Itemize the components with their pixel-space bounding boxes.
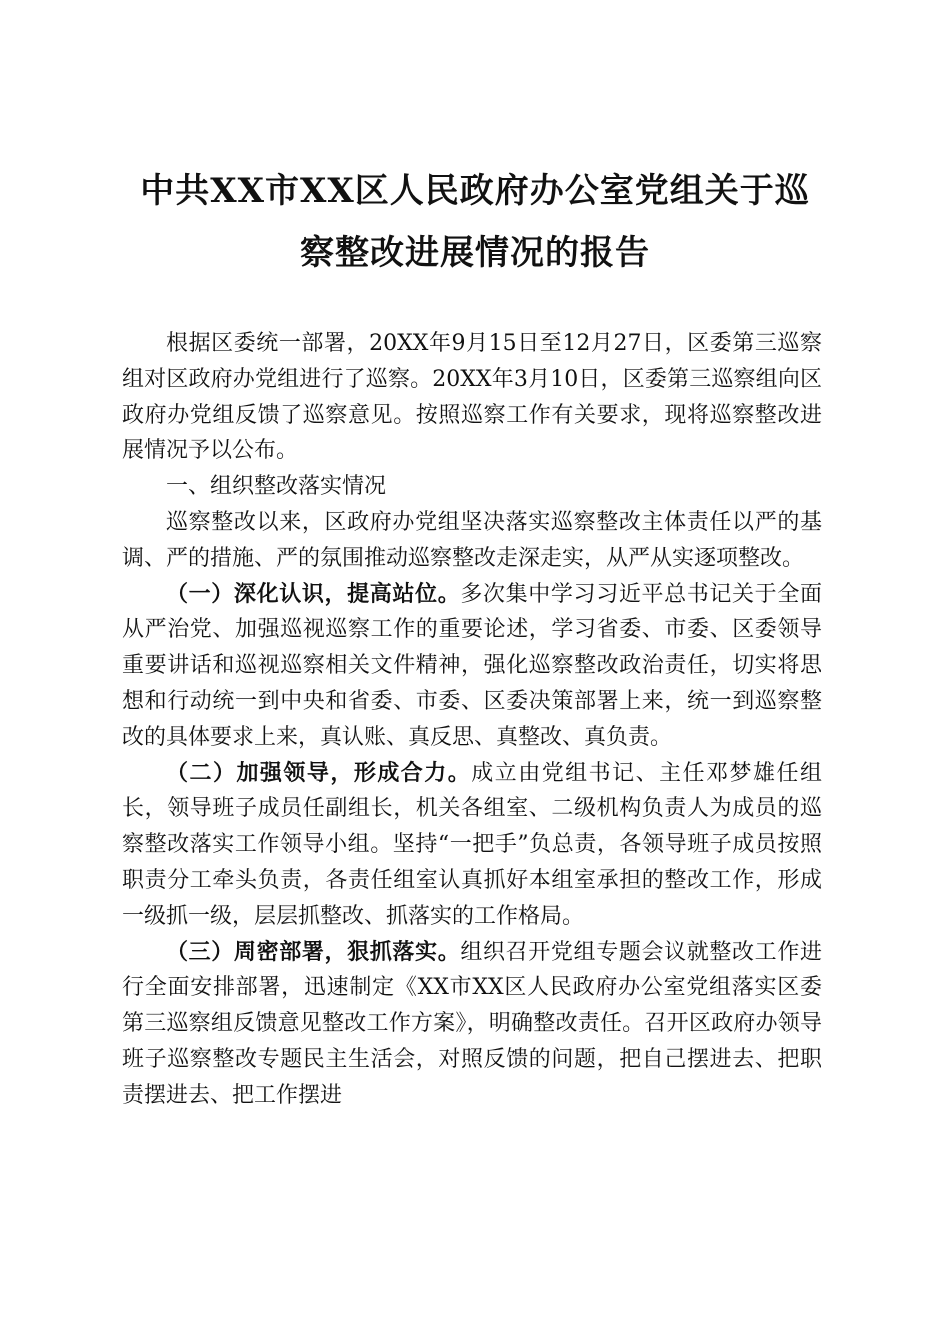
- item-1-paragraph: [122, 577, 822, 756]
- document-body: [122, 326, 822, 1114]
- item-1-lead: （一）深化认识，提高站位。: [166, 580, 461, 607]
- item-3-lead: （三）周密部署，狠抓落实。: [166, 938, 461, 965]
- item-3-paragraph: [122, 935, 822, 1114]
- item-2-paragraph: [122, 756, 822, 935]
- intro-paragraph: 根据区委统一部署，20XX年9月15日至12月27日，区委第三巡察组对区政府办党组进行了巡察。20XX年3月10日，区委第三巡察组向区政府办党组反馈了巡察意见。按照巡察工作有关要求，现将巡察整改进展情况予以公布。: [122, 331, 822, 464]
- document-title: [118, 160, 832, 284]
- title-line-2: 察整改进展情况的报告: [300, 233, 650, 273]
- item-2-lead: （二）加强领导，形成合力。: [166, 759, 472, 786]
- title-line-1: 中共XX市XX区人民政府办公室党组关于巡: [140, 171, 810, 211]
- section-paragraph: 巡察整改以来，区政府办党组坚决落实巡察整改主体责任以严的基调、严的措施、严的氛围推动巡察整改走深走实，从严从实逐项整改。: [122, 509, 822, 571]
- item-2-text: 成立由党组书记、主任邓梦雄任组长，领导班子成员任副组长，机关各组室、二级机构负责人为成员的巡察整改落实工作领导小组。坚持“一把手”负总责，各领导班子成员按照职责分工牵头负责，各责任组室认真抓好本组室承担的整改工作，形成一级抓一级，层层抓整改、抓落实的工作格局。: [122, 760, 822, 929]
- item-1-text: 多次集中学习习近平总书记关于全面从严治党、加强巡视巡察工作的重要论述，学习省委、市委、区委领导重要讲话和巡视巡察相关文件精神，强化巡察整改政治责任，切实将思想和行动统一到中央和省委、市委、区委决策部署上来，统一到巡察整改的具体要求上来，真认账、真反思、真整改、真负责。: [122, 581, 822, 750]
- section-heading: 一、组织整改落实情况: [166, 474, 387, 500]
- item-3-text: 组织召开党组专题会议就整改工作进行全面安排部署，迅速制定《XX市XX区人民政府办公室党组落实区委第三巡察组反馈意见整改工作方案》，明确整改责任。召开区政府办领导班子巡察整改专题民主生活会，对照反馈的问题，把自己摆进去、把职责摆进去、把工作摆进: [122, 939, 822, 1108]
